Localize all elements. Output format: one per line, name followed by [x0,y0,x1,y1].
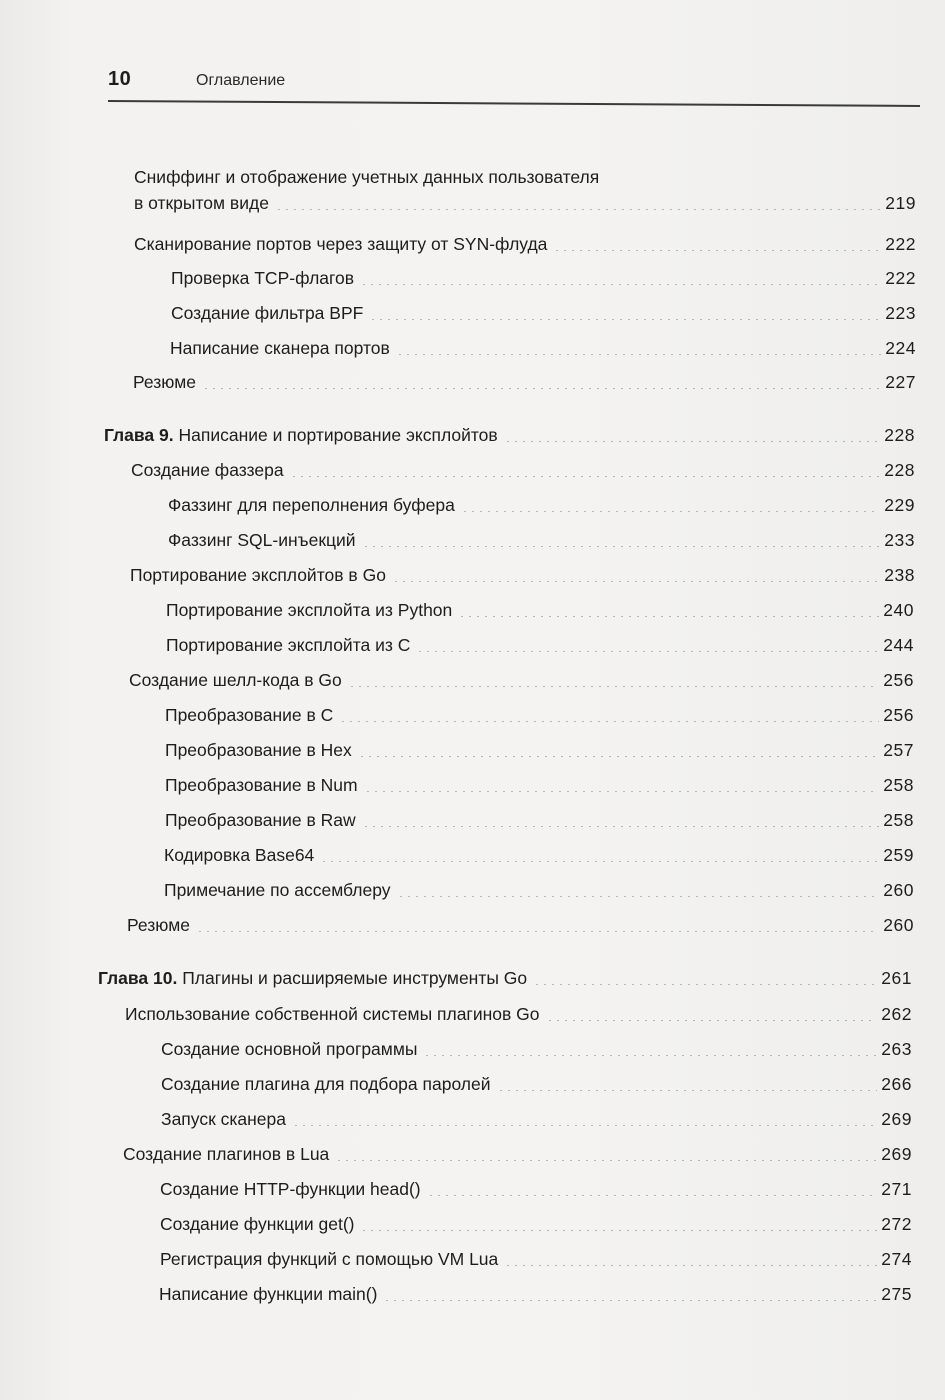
toc-entry [166,626,914,656]
dot-leader [335,1147,877,1161]
toc-entry-title: Портирование эксплойта из C [166,635,411,655]
toc-entry [166,591,914,621]
dot-leader [202,375,881,389]
page-number: 10 [108,68,132,90]
toc-entry-page: 238 [884,565,915,585]
toc-entry-title: Создание шелл-кода в Go [129,670,342,690]
toc-entry-title: Создание плагина для подбора паролей [161,1074,491,1094]
toc-entry [134,166,916,214]
toc-entry-page: 261 [881,968,912,988]
dot-leader [397,883,880,897]
toc-entry [160,1170,912,1200]
toc-entry-title: Плагины и расширяемые инструменты Go [177,968,528,988]
toc-entry-title: Создание плагинов в Lua [123,1144,330,1164]
toc-entry-page: 262 [881,1004,912,1024]
toc-entry [164,836,914,866]
toc-entry-page: 258 [883,810,914,830]
toc-entry-title: Создание фильтра BPF [171,303,364,323]
dot-leader [320,848,879,862]
toc-entry-title: Фаззинг SQL-инъекций [168,530,356,550]
toc-entry-title: Запуск сканера [161,1109,286,1129]
toc-entry [165,731,914,761]
toc-entry-title: Фаззинг для переполнения буфера [168,495,455,515]
toc-entry-title: Написание и портирование эксплойтов [173,425,498,445]
toc-entry-title: Портирование эксплойта из Python [166,600,453,620]
toc-entry [171,294,916,324]
toc-entry-page: 256 [883,705,914,725]
toc-entry-page: 228 [884,460,915,480]
toc-entry [131,451,915,481]
toc-entry [129,661,914,691]
toc-entry-page: 228 [884,425,915,445]
dot-leader [416,638,879,652]
dot-leader [364,778,880,792]
toc-entry [159,1275,912,1305]
chapter-label: Глава 10. [98,968,178,988]
toc-entry-page: 229 [884,495,915,515]
toc-entry-title: Проверка TCP-флагов [171,268,355,288]
dot-leader [196,918,879,932]
toc-entry-title: Регистрация функций с помощью VM Lua [160,1249,499,1269]
toc-entry [168,486,915,516]
toc-entry-page: 222 [885,268,916,288]
dot-leader [504,428,881,442]
toc-entry [125,995,912,1025]
toc-entry [123,1135,912,1165]
toc-entry-page: 224 [885,338,916,358]
toc-entry-title: Сканирование портов через защиту от SYN-флуда [134,234,548,254]
dot-leader [292,1112,877,1126]
dot-leader [369,306,881,320]
toc-entry-title: Портирование эксплойтов в Go [130,565,386,585]
dot-leader [504,1252,877,1266]
toc-entry-page: 240 [883,600,914,620]
dot-leader [360,1217,877,1231]
running-title: Оглавление [196,72,286,89]
dot-leader [392,568,880,582]
toc-entry-page: 257 [883,740,914,760]
toc-entry-title: в открытом виде [134,193,269,213]
toc-entry-page: 244 [883,635,914,655]
toc-entry-title: Написание функции main() [159,1284,378,1304]
toc-entry [171,259,916,289]
dot-leader [553,237,881,251]
toc-entry [133,363,916,393]
toc-entry [165,801,914,831]
dot-leader [358,743,880,757]
toc-entry [134,225,916,255]
toc-entry-page: 266 [881,1074,912,1094]
toc-entry-title: Преобразование в C [165,705,334,725]
toc-entry [168,521,915,551]
dot-leader [546,1007,878,1021]
toc-entry [160,1205,912,1235]
toc-entry-page: 256 [883,670,914,690]
toc-entry [165,766,914,796]
dot-leader [396,341,882,355]
toc-entry-page: 274 [881,1249,912,1269]
dot-leader [290,463,881,477]
toc-entry-title: Кодировка Base64 [164,845,315,865]
toc-entry-title: Создание основной программы [161,1039,418,1059]
dot-leader [339,708,879,722]
dot-leader [362,813,880,827]
toc-entry-title: Преобразование в Num [165,775,358,795]
toc-entry-title-line1: Сниффинг и отображение учетных данных пользователя [134,167,600,187]
chapter-label: Глава 9. [104,425,174,445]
toc-entry-page: 260 [883,880,914,900]
toc-entry-page: 227 [885,372,916,392]
dot-leader [360,271,881,285]
toc-entry-page: 269 [881,1144,912,1164]
toc-entry [127,906,914,936]
toc-entry-title: Использование собственной системы плагинов Go [125,1004,540,1024]
toc-entry [164,871,914,901]
toc-entry-page: 272 [881,1214,912,1234]
toc-entry-title: Преобразование в Hex [165,740,352,760]
toc-entry-page: 275 [881,1284,912,1304]
toc-entry-page: 259 [883,845,914,865]
toc-entry-title: Примечание по ассемблеру [164,880,391,900]
toc-entry-title: Создание фаззера [131,460,284,480]
toc-entry [165,696,914,726]
toc-entry-title: Создание HTTP-функции head() [160,1179,421,1199]
toc-entry [130,556,915,586]
toc-entry-page: 258 [883,775,914,795]
toc-entry-page: 219 [885,193,916,213]
dot-leader [275,196,881,210]
toc-entry-page: 263 [881,1039,912,1059]
dot-leader [461,498,880,512]
dot-leader [427,1182,878,1196]
toc-entry-page: 233 [884,530,915,550]
toc-entry-title: Резюме [127,915,190,935]
toc-entry [161,1030,912,1060]
toc-chapter-entry [98,959,912,989]
toc-entry-title: Резюме [133,372,196,392]
dot-leader [423,1042,877,1056]
dot-leader [533,971,877,985]
toc-entry-page: 260 [883,915,914,935]
toc-entry-title: Преобразование в Raw [165,810,356,830]
toc-entry [160,1240,912,1270]
toc-entry-page: 223 [885,303,916,323]
toc-entry-title: Создание функции get() [160,1214,355,1234]
dot-leader [497,1077,878,1091]
toc-entry-page: 271 [881,1179,912,1199]
toc-entry-title: Написание сканера портов [170,338,390,358]
toc-entry [161,1100,912,1130]
toc-entry-page: 269 [881,1109,912,1129]
toc-entry-page: 222 [885,234,916,254]
toc-entry [161,1065,912,1095]
dot-leader [458,603,879,617]
dot-leader [348,673,880,687]
toc-entry [170,329,916,359]
dot-leader [383,1287,877,1301]
toc-chapter-entry [104,416,915,446]
dot-leader [362,533,881,547]
